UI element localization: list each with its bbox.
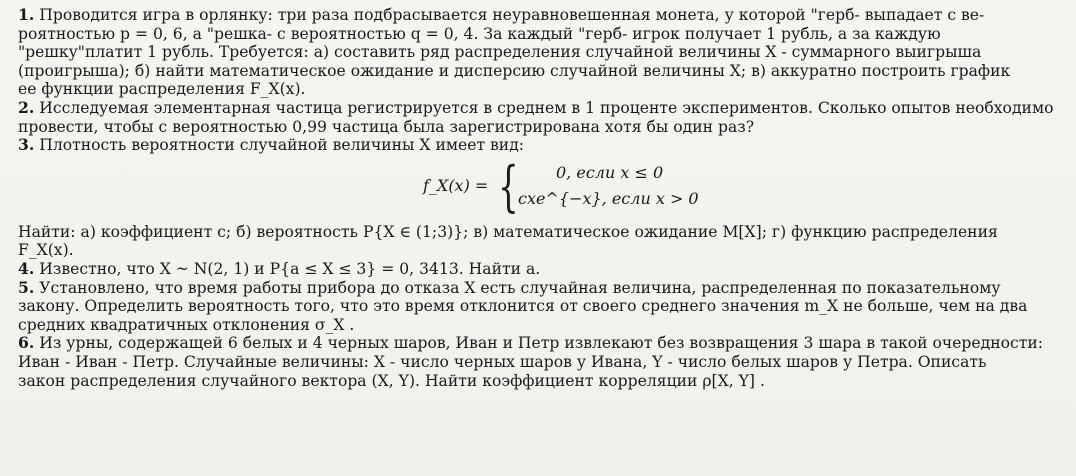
problem-text-line: Исследуемая элементарная частица регистрируется в среднем в 1 проценте экспериментов. Сколько опытов необходимо <box>39 98 1054 117</box>
problem-text-line: Найти: а) коэффициент c; б) вероятность P{X ∈ (1;3)}; в) математическое ожидание M[X]; г) функцию распределения <box>18 222 998 241</box>
problem-text-line: Из урны, содержащей 6 белых и 4 черных шаров, Иван и Петр извлекают без возвращения 3 шара в такой очередности: <box>39 334 1044 353</box>
problem-number: 5. <box>18 277 35 297</box>
problem-3 <box>18 136 1058 260</box>
problem-text-line: ее функции распределения F_X(x). <box>18 80 306 99</box>
problem-text-line: (проигрыша); б) найти математическое ожидание и дисперсию случайной величины X; в) аккуратно построить график <box>18 61 1011 80</box>
problem-4 <box>18 260 1058 279</box>
formula-lhs: f_X(x) = <box>423 175 489 195</box>
problem-number: 2. <box>18 97 35 117</box>
problem-6 <box>18 334 1058 390</box>
problem-text-line: F_X(x). <box>18 241 74 260</box>
problem-text-line: закону. Определить вероятность того, что это время отклонится от своего среднего значения m_X не больше, чем на два <box>18 297 1028 316</box>
problem-text-line: закон распределения случайного вектора (X, Y). Найти коэффициент корреляции ρ[X, Y] . <box>18 371 765 390</box>
problem-text-line: Установлено, что время работы прибора до отказа X есть случайная величина, распределенная по показательному <box>39 278 1001 297</box>
problem-text-line: "решку"платит 1 рубль. Требуется: а) составить ряд распределения случайной величины X - суммарного выигрыша <box>18 43 982 62</box>
problem-text-line: Известно, что X ~ N(2, 1) и P{a ≤ X ≤ 3} = 0, 3413. Найти a. <box>39 259 541 278</box>
density-formula <box>18 154 1058 221</box>
problem-5 <box>18 279 1058 335</box>
curly-brace-icon: { <box>498 154 519 218</box>
problem-number: 3. <box>18 135 35 155</box>
problem-number: 4. <box>18 258 35 278</box>
formula-case-2: cxe^{−x}, если x > 0 <box>518 188 699 208</box>
problem-1 <box>18 6 1058 99</box>
problem-text-line: Плотность вероятности случайной величины X имеет вид: <box>39 136 525 155</box>
problem-2 <box>18 99 1058 136</box>
formula-case-1: 0, если x ≤ 0 <box>556 162 664 182</box>
problem-text-line: роятностью p = 0, 6, а "решка- с вероятностью q = 0, 4. За каждый "герб- игрок получает 1 рубль, а за каждую <box>18 24 941 43</box>
problem-text-line: провести, чтобы с вероятностью 0,99 частица была зарегистрирована хотя бы один раз? <box>18 117 755 136</box>
problem-number: 6. <box>18 333 35 353</box>
problem-number: 1. <box>18 5 35 24</box>
problem-text-line: Иван - Иван - Петр. Случайные величины: X - число черных шаров у Ивана, Y - число белых шаров у Петра. Описать <box>18 352 987 371</box>
problem-text-line: средних квадратичных отклонения σ_X . <box>18 315 355 334</box>
problem-text-line: Проводится игра в орлянку: три раза подбрасывается неуравновешенная монета, у которой "герб- выпадает с ве- <box>39 6 985 24</box>
